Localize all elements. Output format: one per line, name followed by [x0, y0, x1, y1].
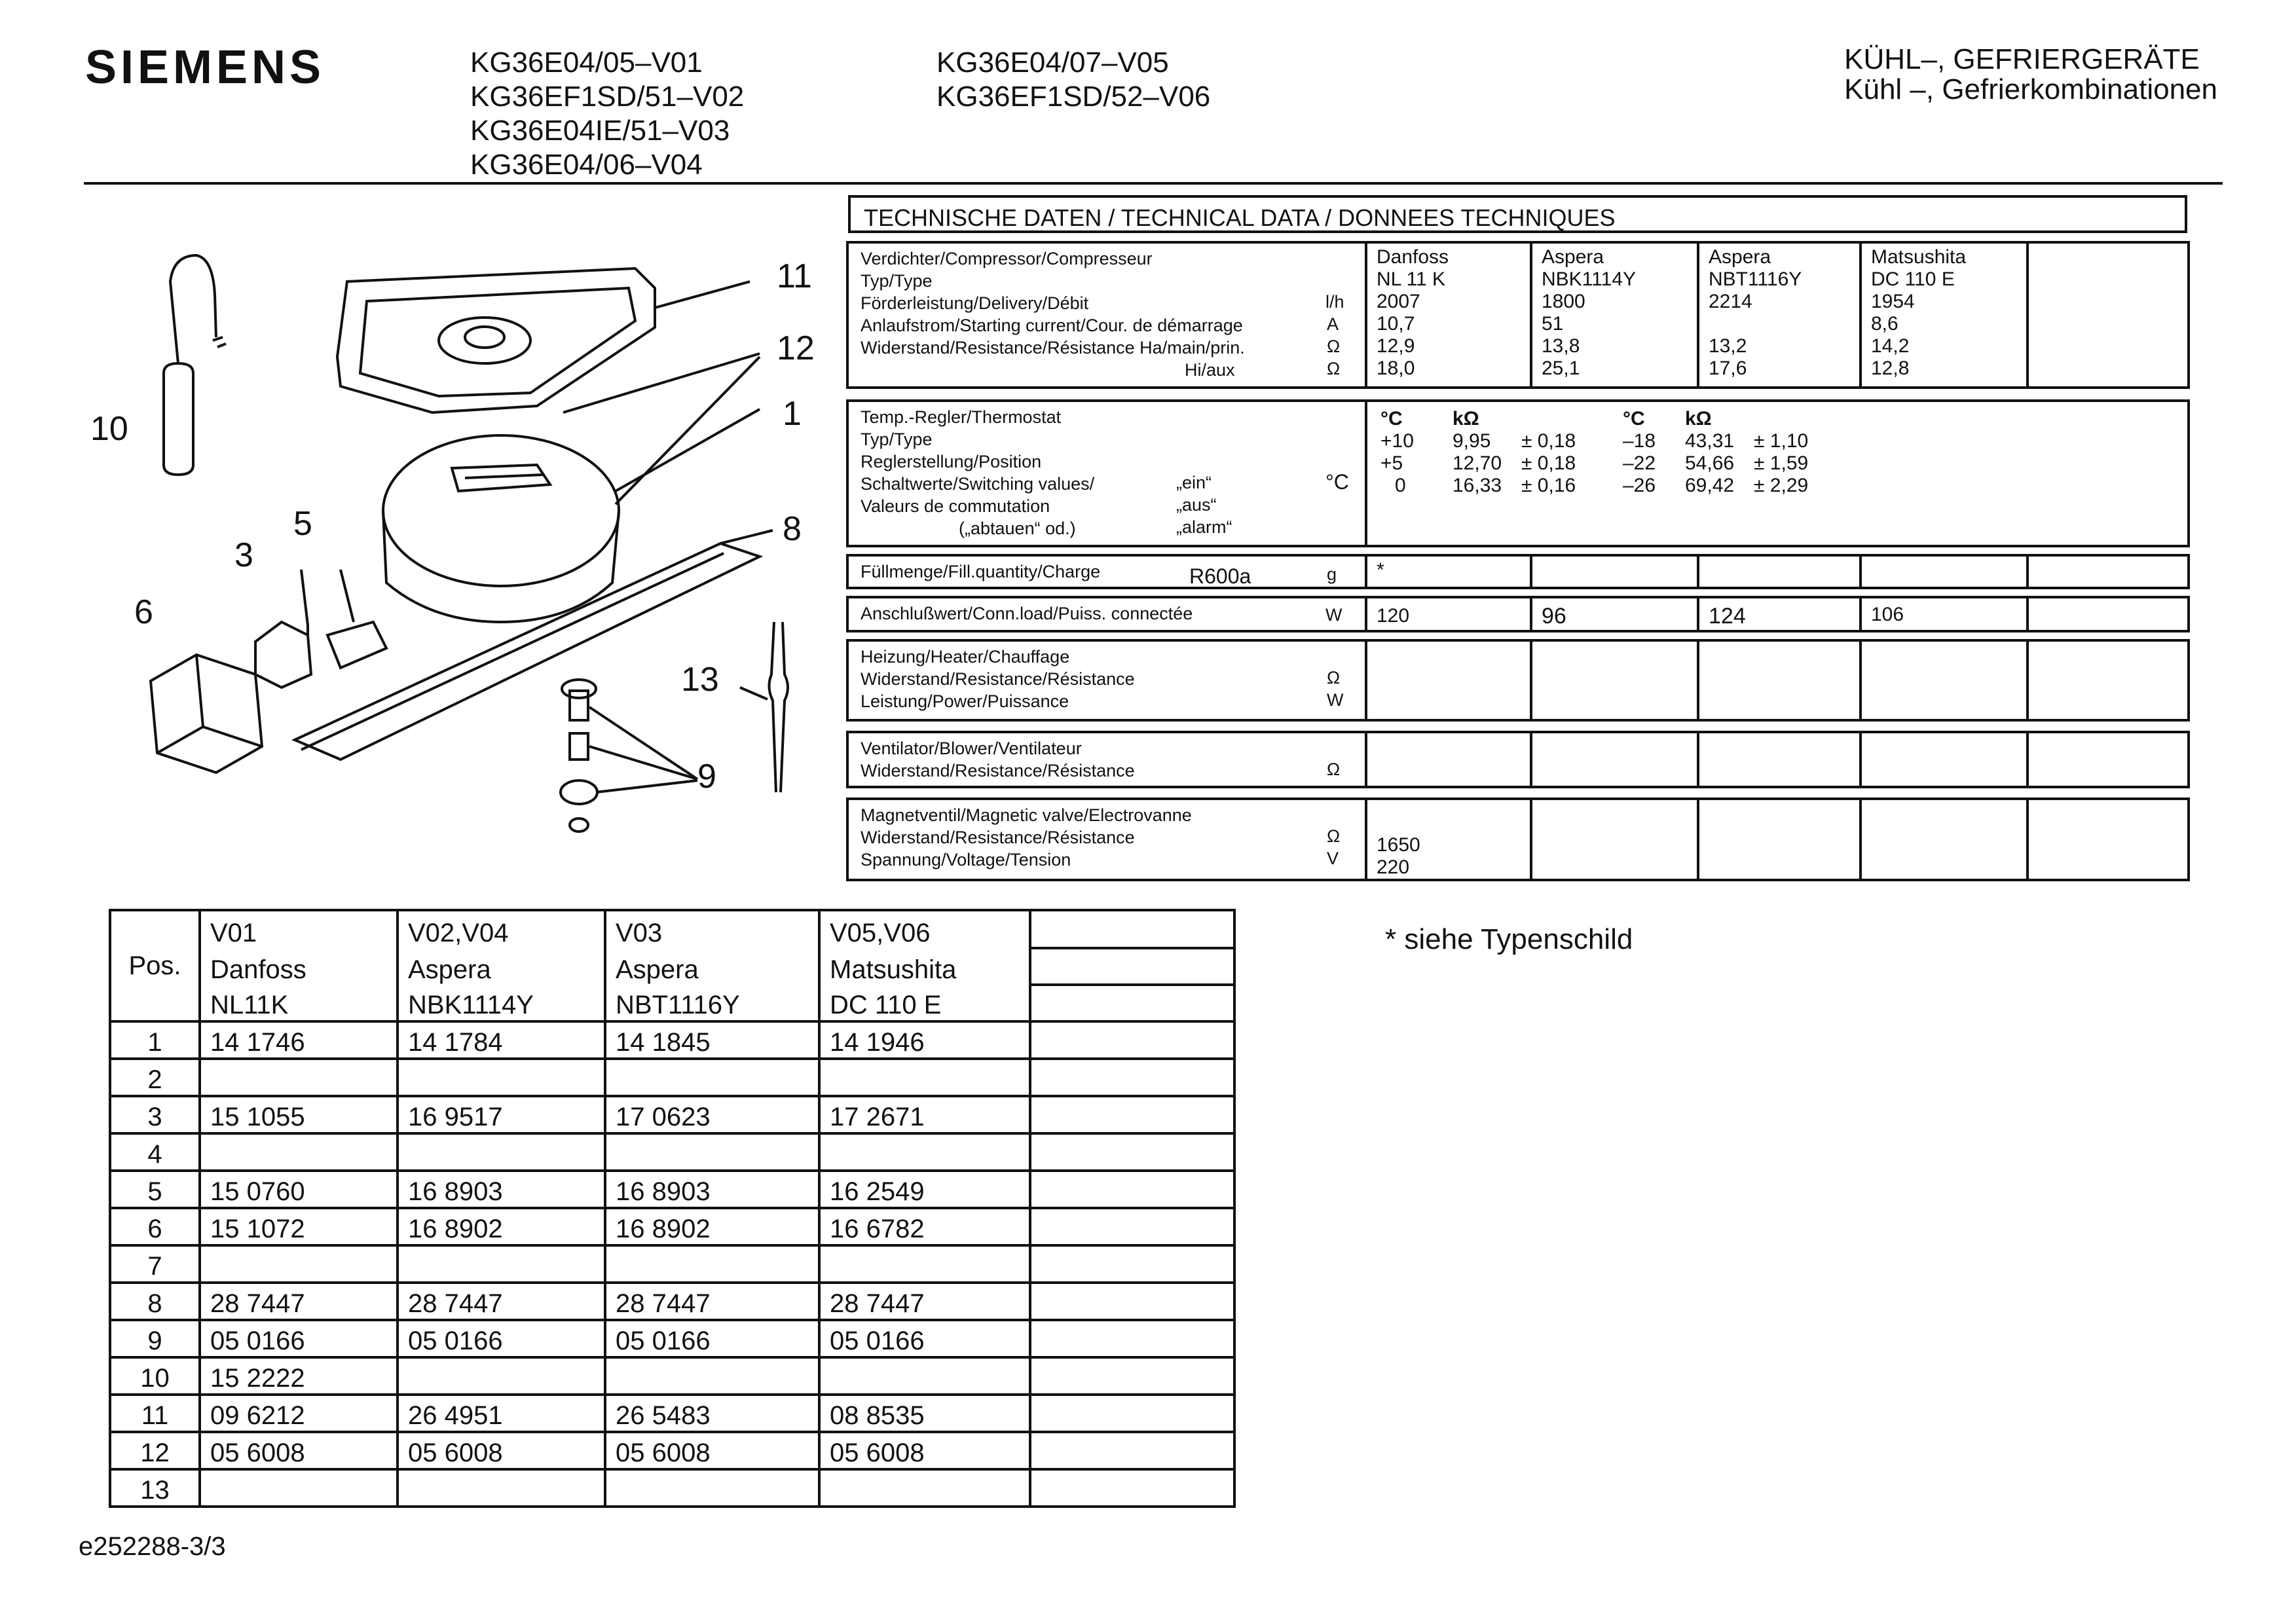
overload-protector-part	[327, 622, 386, 668]
th-cell: –22	[1623, 452, 1656, 474]
charge-value: *	[1367, 557, 1532, 587]
label-line: Temp.-Regler/Thermostat	[861, 407, 1062, 427]
mounting-rail-part	[295, 543, 760, 760]
version-header: V02,V04	[398, 910, 605, 948]
blower-block	[846, 731, 2190, 788]
unit-celsius: °C	[1325, 470, 1349, 494]
part-number-cell: 15 0760	[200, 1171, 398, 1208]
compressor-labels	[849, 244, 1367, 386]
value: NBK1114Y	[1542, 268, 1636, 290]
thermostat-labels	[849, 402, 1367, 545]
th-cell: ± 0,18	[1521, 452, 1576, 474]
maker-header: Aspera	[605, 948, 819, 985]
part-number-cell	[1030, 1395, 1234, 1432]
maker-header: Aspera	[398, 948, 605, 985]
th-cell: ± 0,18	[1521, 430, 1576, 452]
model-list-2	[936, 46, 1210, 114]
part-number-cell	[819, 1469, 1030, 1507]
callout-13: 13	[681, 661, 719, 699]
label-line: Widerstand/Resistance/Résistance	[861, 828, 1135, 847]
start-relay-part	[255, 622, 311, 687]
value: 10,7	[1377, 313, 1415, 335]
table-row	[110, 1320, 1234, 1357]
unit-a: A	[1327, 314, 1339, 334]
model-item: KG36E04/07–V05	[936, 46, 1169, 79]
version-header	[1030, 910, 1234, 948]
filter-dryer-part	[769, 622, 788, 792]
pos-cell: 1	[110, 1021, 200, 1059]
table-row	[110, 1357, 1234, 1395]
value: 25,1	[1542, 357, 1580, 379]
table-row	[110, 1432, 1234, 1469]
part-number-cell: 05 6008	[819, 1432, 1030, 1469]
unit-ohm: Ω	[1327, 760, 1341, 779]
part-number-cell: 28 7447	[819, 1283, 1030, 1320]
label-line: Widerstand/Resistance/Résistance Ha/main/prin.	[861, 338, 1245, 357]
part-number-cell	[819, 1357, 1030, 1395]
unit-ohm: Ω	[1327, 826, 1341, 846]
th-header: kΩ	[1685, 408, 1712, 430]
empty-cell	[1862, 800, 2029, 879]
value: Aspera	[1709, 246, 1771, 268]
label-line: Typ/Type	[861, 430, 933, 449]
part-number-cell: 17 2671	[819, 1096, 1030, 1133]
maker-header	[1030, 948, 1234, 985]
empty-cell	[1862, 557, 2029, 587]
callout-12: 12	[777, 329, 815, 367]
pos-cell: 7	[110, 1245, 200, 1283]
label-line: Förderleistung/Delivery/Débit	[861, 293, 1089, 313]
th-header: °C	[1380, 408, 1403, 430]
table-row	[110, 1133, 1234, 1171]
model-item: KG36EF1SD/52–V06	[936, 81, 1211, 113]
part-number-cell	[605, 1133, 819, 1171]
part-number-cell: 14 1845	[605, 1021, 819, 1059]
part-number-cell: 26 4951	[398, 1395, 605, 1432]
value: 1954	[1871, 291, 1915, 312]
pos-cell: 3	[110, 1096, 200, 1133]
pos-cell: 13	[110, 1469, 200, 1507]
value: 1800	[1542, 291, 1585, 312]
label-line: Ventilator/Blower/Ventilateur	[861, 739, 1082, 758]
empty-cell	[1699, 557, 1862, 587]
value: Matsushita	[1871, 246, 1967, 268]
callout-11: 11	[777, 257, 812, 295]
pos-header: Pos.	[110, 910, 200, 1021]
callout-6: 6	[134, 593, 153, 631]
table-row	[110, 1171, 1234, 1208]
version-header: V03	[605, 910, 819, 948]
thermostat-block	[846, 399, 2190, 547]
part-number-cell: 28 7447	[200, 1283, 398, 1320]
refrigerant: R600a	[1189, 564, 1251, 588]
maker-header: Danfoss	[200, 948, 398, 985]
th-cell: +10	[1380, 430, 1414, 452]
brand-logo: SIEMENS	[85, 41, 325, 94]
category-heading	[1844, 45, 2217, 105]
heater-labels	[849, 642, 1367, 719]
callout-10: 10	[90, 410, 128, 448]
part-number-cell	[1030, 1096, 1234, 1133]
part-number-cell: 28 7447	[605, 1283, 819, 1320]
pos-cell: 9	[110, 1320, 200, 1357]
label-line: Anlaufstrom/Starting current/Cour. de démarrage	[861, 316, 1243, 335]
th-cell: 54,66	[1685, 452, 1735, 474]
part-number-cell: 15 2222	[200, 1357, 398, 1395]
empty-cell	[1367, 733, 1532, 786]
pos-cell: 4	[110, 1133, 200, 1171]
part-number-cell	[398, 1245, 605, 1283]
empty-cell	[1532, 733, 1699, 786]
callout-8: 8	[783, 510, 802, 548]
part-number-cell: 08 8535	[819, 1395, 1030, 1432]
value: 2007	[1377, 291, 1420, 312]
pos-cell: 8	[110, 1283, 200, 1320]
empty-cell	[1699, 642, 1862, 719]
part-number-cell: 14 1946	[819, 1021, 1030, 1059]
empty-cell	[1532, 642, 1699, 719]
valve-labels	[849, 800, 1367, 879]
mode-off: „aus“	[1176, 495, 1217, 515]
charge-label-cell	[849, 557, 1367, 587]
callout-1: 1	[783, 395, 802, 433]
part-number-cell	[1030, 1245, 1234, 1283]
capacitor-part	[164, 363, 193, 475]
label-line: Widerstand/Resistance/Résistance	[861, 669, 1135, 689]
pos-cell: 10	[110, 1357, 200, 1395]
part-number-cell	[819, 1245, 1030, 1283]
label-line: Magnetventil/Magnetic valve/Electrovanne	[861, 805, 1192, 825]
compressor-col-aspera-1	[1532, 244, 1699, 386]
empty-cell	[1367, 642, 1532, 719]
th-cell: –18	[1623, 430, 1656, 452]
load-value: 124	[1699, 598, 1862, 630]
value: 14,2	[1871, 335, 1910, 357]
heater-block	[846, 639, 2190, 722]
empty-cell	[1862, 642, 2029, 719]
value: 8,6	[1871, 313, 1898, 335]
relay-cover-part	[151, 655, 262, 773]
load-label: Anschlußwert/Conn.load/Puiss. connectée	[861, 604, 1193, 623]
th-cell: 0	[1395, 475, 1406, 496]
part-number-cell: 16 2549	[819, 1171, 1030, 1208]
table-row	[110, 1283, 1234, 1320]
value: 18,0	[1377, 357, 1415, 379]
table-row	[110, 1059, 1234, 1096]
th-header: kΩ	[1453, 408, 1479, 430]
unit-ohm: Ω	[1327, 337, 1341, 356]
type-header: NL11K	[200, 985, 398, 1021]
table-row	[110, 1469, 1234, 1507]
type-header: NBT1116Y	[605, 985, 819, 1021]
part-number-cell: 14 1746	[200, 1021, 398, 1059]
part-number-cell: 05 0166	[200, 1320, 398, 1357]
value: 17,6	[1709, 357, 1747, 379]
part-number-cell: 16 6782	[819, 1208, 1030, 1245]
charge-label: Füllmenge/Fill.quantity/Charge	[861, 562, 1101, 581]
callout-3: 3	[234, 536, 253, 574]
parts-rows	[110, 1021, 1234, 1507]
part-number-cell	[819, 1133, 1030, 1171]
part-number-cell	[1030, 1171, 1234, 1208]
part-number-cell	[605, 1357, 819, 1395]
table-row	[110, 1021, 1234, 1059]
label-line: Verdichter/Compressor/Compresseur	[861, 249, 1153, 268]
part-number-cell: 17 0623	[605, 1096, 819, 1133]
part-number-cell	[1030, 1283, 1234, 1320]
compressor-exploded-diagram	[65, 216, 851, 884]
maker-header: Matsushita	[819, 948, 1030, 985]
empty-cell	[1699, 733, 1862, 786]
compressor-col-aspera-2	[1699, 244, 1862, 386]
empty-cell	[1532, 557, 1699, 587]
part-number-cell: 16 9517	[398, 1096, 605, 1133]
th-cell: 9,95	[1453, 430, 1491, 452]
value: 51	[1542, 313, 1564, 335]
empty-cell	[1862, 733, 2029, 786]
th-cell: –26	[1623, 475, 1656, 496]
version-header: V01	[200, 910, 398, 948]
model-item: KG36E04/06–V04	[470, 149, 703, 181]
th-cell: ± 1,10	[1754, 430, 1809, 452]
th-cell: ± 0,16	[1521, 475, 1576, 496]
unit-ohm: Ω	[1327, 668, 1341, 687]
load-value: 106	[1862, 598, 2029, 630]
load-value: 120	[1367, 598, 1532, 630]
part-number-cell	[1030, 1021, 1234, 1059]
table-row	[110, 1245, 1234, 1283]
tech-data-title: TECHNISCHE DATEN / TECHNICAL DATA / DONNEES TECHNIQUES	[848, 195, 2187, 233]
parts-table	[109, 909, 1236, 1508]
label-line: Spannung/Voltage/Tension	[861, 850, 1071, 870]
label-line: („abtauen“ od.)	[959, 519, 1076, 538]
footnote: * siehe Typenschild	[1385, 923, 1633, 955]
label-line: Widerstand/Resistance/Résistance	[861, 761, 1135, 780]
model-item: KG36E04IE/51–V03	[470, 115, 730, 147]
screw-part	[570, 691, 588, 720]
th-cell: 69,42	[1685, 475, 1735, 496]
value: 13,8	[1542, 335, 1580, 357]
table-row	[110, 1208, 1234, 1245]
value	[1709, 313, 1850, 335]
document-id: e252288-3/3	[79, 1532, 226, 1561]
part-number-cell	[819, 1059, 1030, 1096]
compressor-col-matsushita	[1862, 244, 2029, 386]
value: 1650	[1377, 834, 1420, 856]
part-number-cell: 16 8903	[605, 1171, 819, 1208]
compressor-col-danfoss	[1367, 244, 1532, 386]
value: 12,8	[1871, 357, 1910, 379]
version-header: V05,V06	[819, 910, 1030, 948]
mode-on: „ein“	[1176, 473, 1212, 492]
label-line: Schaltwerte/Switching values/	[861, 474, 1095, 494]
part-number-cell	[200, 1469, 398, 1507]
pos-cell: 5	[110, 1171, 200, 1208]
table-row	[110, 1096, 1234, 1133]
part-number-cell: 05 0166	[819, 1320, 1030, 1357]
th-cell: 43,31	[1685, 430, 1735, 452]
part-number-cell: 16 8902	[398, 1208, 605, 1245]
pos-cell: 11	[110, 1395, 200, 1432]
th-cell: +5	[1380, 452, 1403, 474]
part-number-cell: 16 8903	[398, 1171, 605, 1208]
value: 12,9	[1377, 335, 1415, 357]
model-item: KG36E04/05–V01	[470, 46, 703, 79]
part-number-cell	[200, 1059, 398, 1096]
pos-cell: 12	[110, 1432, 200, 1469]
part-number-cell	[398, 1059, 605, 1096]
label-line: Typ/Type	[861, 271, 933, 291]
part-number-cell	[605, 1059, 819, 1096]
compressor-block	[846, 241, 2190, 389]
part-number-cell: 15 1072	[200, 1208, 398, 1245]
part-number-cell	[200, 1133, 398, 1171]
th-header: °C	[1623, 408, 1645, 430]
part-number-cell	[1030, 1133, 1234, 1171]
grommet-part	[561, 780, 597, 804]
charge-block	[846, 554, 2190, 589]
part-number-cell: 05 0166	[605, 1320, 819, 1357]
washer-part	[570, 818, 588, 832]
value: NBT1116Y	[1709, 268, 1802, 290]
part-number-cell	[1030, 1469, 1234, 1507]
part-number-cell: 05 6008	[398, 1432, 605, 1469]
part-number-cell: 05 6008	[605, 1432, 819, 1469]
label-line: Heizung/Heater/Chauffage	[861, 647, 1070, 667]
callout-5: 5	[293, 505, 312, 543]
part-number-cell	[200, 1245, 398, 1283]
part-number-cell: 15 1055	[200, 1096, 398, 1133]
part-number-cell	[1030, 1208, 1234, 1245]
part-number-cell	[1030, 1357, 1234, 1395]
unit-v: V	[1327, 849, 1339, 868]
value: Aspera	[1542, 246, 1604, 268]
part-number-cell: 05 6008	[200, 1432, 398, 1469]
load-block	[846, 596, 2190, 632]
part-number-cell: 26 5483	[605, 1395, 819, 1432]
empty-cell	[1699, 800, 1862, 879]
mode-alarm: „alarm“	[1176, 517, 1232, 537]
type-header: NBK1114Y	[398, 985, 605, 1021]
value: 220	[1377, 856, 1410, 878]
part-number-cell	[605, 1245, 819, 1283]
blower-labels	[849, 733, 1367, 786]
value: Danfoss	[1377, 246, 1449, 268]
part-number-cell	[1030, 1320, 1234, 1357]
sleeve-part	[570, 733, 588, 760]
load-label-cell	[849, 598, 1367, 630]
part-number-cell: 28 7447	[398, 1283, 605, 1320]
part-number-cell	[1030, 1059, 1234, 1096]
th-cell: ± 1,59	[1754, 452, 1809, 474]
category-line-2: Kühl –, Gefrierkombinationen	[1844, 73, 2217, 105]
part-number-cell: 14 1784	[398, 1021, 605, 1059]
label-line: Hi/aux	[1185, 360, 1235, 380]
model-item: KG36EF1SD/51–V02	[470, 81, 745, 113]
label-line: Reglerstellung/Position	[861, 452, 1042, 471]
table-row	[110, 1395, 1234, 1432]
valve-block	[846, 797, 2190, 881]
type-header: DC 110 E	[819, 985, 1030, 1021]
label-line: Valeurs de commutation	[861, 496, 1050, 516]
part-number-cell	[605, 1469, 819, 1507]
model-list-1	[470, 46, 744, 182]
thermostat-values	[1380, 407, 1808, 496]
part-number-cell	[1030, 1432, 1234, 1469]
pos-cell: 2	[110, 1059, 200, 1096]
unit-w: W	[1325, 605, 1342, 625]
unit-ohm: Ω	[1327, 359, 1341, 378]
category-line-1: KÜHL–, GEFRIERGERÄTE	[1844, 43, 2200, 75]
part-number-cell: 16 8902	[605, 1208, 819, 1245]
label-line: Leistung/Power/Puissance	[861, 691, 1069, 711]
part-number-cell	[398, 1133, 605, 1171]
pos-cell: 6	[110, 1208, 200, 1245]
th-cell: 12,70	[1453, 452, 1502, 474]
unit-lh: l/h	[1325, 292, 1344, 312]
load-value: 96	[1532, 598, 1699, 630]
unit-w: W	[1327, 690, 1344, 710]
value: NL 11 K	[1377, 268, 1446, 290]
value: DC 110 E	[1871, 268, 1955, 290]
unit-g: g	[1327, 564, 1337, 584]
value: 13,2	[1709, 335, 1747, 357]
th-cell: 16,33	[1453, 475, 1502, 496]
compressor-body	[383, 435, 619, 586]
part-number-cell	[398, 1469, 605, 1507]
empty-cell	[1532, 800, 1699, 879]
value: 2214	[1709, 291, 1752, 312]
valve-values	[1367, 800, 1532, 879]
part-number-cell: 05 0166	[398, 1320, 605, 1357]
th-cell: ± 2,29	[1754, 475, 1809, 496]
part-number-cell	[398, 1357, 605, 1395]
callout-9: 9	[697, 758, 716, 796]
header-divider	[84, 182, 2223, 185]
part-number-cell: 09 6212	[200, 1395, 398, 1432]
type-header	[1030, 985, 1234, 1021]
